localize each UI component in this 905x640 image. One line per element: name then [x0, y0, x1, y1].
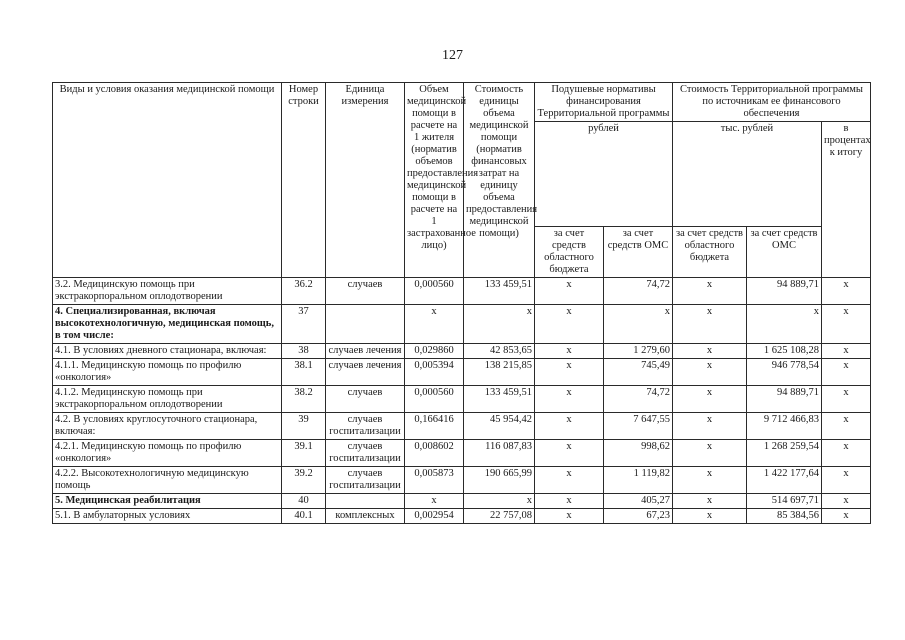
cell-name: 4.1. В условиях дневного стационара, включая:: [53, 344, 282, 359]
cell-t-oms: 514 697,71: [747, 494, 822, 509]
cell-t-oms: 1 268 259,54: [747, 440, 822, 467]
cell-pct: x: [822, 494, 871, 509]
table-row: [53, 386, 871, 413]
cell-pct: x: [822, 467, 871, 494]
cell-name: 4.2. В условиях круглосуточного стационара, включая:: [53, 413, 282, 440]
cell-pc-oms: 405,27: [604, 494, 673, 509]
cell-t-b: x: [673, 344, 747, 359]
cell-unit: случаев госпитализации: [326, 440, 405, 467]
header-volume: Объем медицинской помощи в расчете на 1 жителя (норматив объемов предоставления медицинской помощи в расчете на 1 застрахованное лицо): [405, 83, 464, 278]
cell-unit: случаев: [326, 386, 405, 413]
cell-t-b: x: [673, 494, 747, 509]
cell-pc-b: x: [535, 386, 604, 413]
cell-unit: случаев лечения: [326, 344, 405, 359]
cell-t-b: x: [673, 509, 747, 524]
header-total-oms: [747, 227, 822, 278]
header-rubles: рублей: [535, 122, 673, 227]
cell-name: 4.2.2. Высокотехнологичную медицинскую помощь: [53, 467, 282, 494]
cell-vol: 0,002954: [405, 509, 464, 524]
table-row: [53, 413, 871, 440]
header-total-oms-text: средств ОМС: [772, 228, 818, 251]
header-row-number: Номер строки: [282, 83, 326, 278]
cell-unit: случаев лечения: [326, 359, 405, 386]
header-pc-budget: за счет средств областного бюджета: [535, 227, 604, 278]
cell-t-oms: 1 422 177,64: [747, 467, 822, 494]
cell-pct: x: [822, 278, 871, 305]
cell-cost: x: [464, 305, 535, 344]
header-kinds: Виды и условия оказания медицинской помощи: [53, 83, 282, 278]
table-row: [53, 305, 871, 344]
header-per-capita: Подушевые нормативы финансирования Территориальной программы: [535, 83, 673, 122]
cell-cost: 116 087,83: [464, 440, 535, 467]
cell-pct: x: [822, 509, 871, 524]
cell-pc-oms: x: [604, 305, 673, 344]
cell-unit: комплексных: [326, 509, 405, 524]
cell-pc-b: x: [535, 305, 604, 344]
cell-name: 4.1.1. Медицинскую помощь по профилю «онкология»: [53, 359, 282, 386]
cell-vol: 0,008602: [405, 440, 464, 467]
cell-num: 39.2: [282, 467, 326, 494]
cell-num: 38: [282, 344, 326, 359]
cell-t-oms: 946 778,54: [747, 359, 822, 386]
cell-t-b: x: [673, 467, 747, 494]
cell-pct: x: [822, 413, 871, 440]
cell-pct: x: [822, 386, 871, 413]
cell-pct: x: [822, 344, 871, 359]
cell-name: 4. Специализированная, включая высокотехнологичную, медицинская помощь, в том числе:: [53, 305, 282, 344]
header-pc-oms: за счет средств ОМС: [604, 227, 673, 278]
cell-unit: случаев: [326, 278, 405, 305]
header-total-oms-prefix: за счет: [750, 228, 781, 239]
cell-name: 4.2.1. Медицинскую помощь по профилю «онкология»: [53, 440, 282, 467]
cell-pc-oms: 67,23: [604, 509, 673, 524]
header-row-1: [53, 83, 871, 122]
cell-num: 39.1: [282, 440, 326, 467]
header-program-cost: Стоимость Территориальной программы по источникам ее финансового обеспечения: [673, 83, 871, 122]
header-thousand-rubles: тыс. рублей: [673, 122, 822, 227]
cell-cost: 133 459,51: [464, 386, 535, 413]
cell-num: 40: [282, 494, 326, 509]
cell-cost: 45 954,42: [464, 413, 535, 440]
cell-pc-b: x: [535, 359, 604, 386]
cell-pc-b: x: [535, 413, 604, 440]
cell-num: 38.2: [282, 386, 326, 413]
cell-pc-oms: 74,72: [604, 386, 673, 413]
cell-vol: 0,000560: [405, 278, 464, 305]
cell-vol: 0,166416: [405, 413, 464, 440]
cell-cost: 22 757,08: [464, 509, 535, 524]
cell-vol: 0,005394: [405, 359, 464, 386]
table-row: [53, 467, 871, 494]
cell-t-oms: 94 889,71: [747, 278, 822, 305]
cell-t-b: x: [673, 278, 747, 305]
cell-name: 4.1.2. Медицинскую помощь при экстракорпоральном оплодотворении: [53, 386, 282, 413]
cell-num: 40.1: [282, 509, 326, 524]
cell-pc-b: x: [535, 467, 604, 494]
cell-pct: x: [822, 359, 871, 386]
cell-t-b: x: [673, 386, 747, 413]
cell-cost: 190 665,99: [464, 467, 535, 494]
cell-t-oms: 1 625 108,28: [747, 344, 822, 359]
cell-pc-oms: 74,72: [604, 278, 673, 305]
header-percent: в процентах к итогу: [822, 122, 871, 278]
cell-unit: случаев госпитализации: [326, 467, 405, 494]
cell-num: 36.2: [282, 278, 326, 305]
cell-vol: 0,005873: [405, 467, 464, 494]
header-unit: Единица измерения: [326, 83, 405, 278]
table-row: [53, 440, 871, 467]
cell-name: 5. Медицинская реабилитация: [53, 494, 282, 509]
header-unit-cost: Стоимость единицы объема медицинской помощи (норматив финансовых затрат на единицу объема предоставления медицинской помощи): [464, 83, 535, 278]
cell-vol: 0,029860: [405, 344, 464, 359]
table-row: [53, 359, 871, 386]
cell-pct: x: [822, 440, 871, 467]
cell-num: 38.1: [282, 359, 326, 386]
cell-cost: 138 215,85: [464, 359, 535, 386]
cell-pct: x: [822, 305, 871, 344]
cell-cost: 42 853,65: [464, 344, 535, 359]
page-number: 127: [442, 48, 463, 63]
cell-t-b: x: [673, 359, 747, 386]
cell-num: 39: [282, 413, 326, 440]
cell-name: 3.2. Медицинскую помощь при экстракорпоральном оплодотворении: [53, 278, 282, 305]
cell-t-oms: x: [747, 305, 822, 344]
table-row: [53, 494, 871, 509]
cell-t-oms: 85 384,56: [747, 509, 822, 524]
table-row: [53, 509, 871, 524]
cell-t-b: x: [673, 305, 747, 344]
cell-vol: x: [405, 494, 464, 509]
cell-vol: 0,000560: [405, 386, 464, 413]
cell-name: 5.1. В амбулаторных условиях: [53, 509, 282, 524]
cell-pc-b: x: [535, 440, 604, 467]
table-row: [53, 278, 871, 305]
table-row: [53, 344, 871, 359]
cell-unit: случаев госпитализации: [326, 413, 405, 440]
cell-cost: 133 459,51: [464, 278, 535, 305]
cell-t-oms: 94 889,71: [747, 386, 822, 413]
cell-t-oms: 9 712 466,83: [747, 413, 822, 440]
cell-pc-oms: 998,62: [604, 440, 673, 467]
data-table: [52, 82, 871, 524]
cell-pc-b: x: [535, 344, 604, 359]
cell-vol: x: [405, 305, 464, 344]
cell-pc-b: x: [535, 494, 604, 509]
cell-t-b: x: [673, 413, 747, 440]
cell-pc-oms: 745,49: [604, 359, 673, 386]
cell-unit: [326, 305, 405, 344]
cell-unit: [326, 494, 405, 509]
cell-pc-b: x: [535, 509, 604, 524]
cell-num: 37: [282, 305, 326, 344]
cell-pc-oms: 1 279,60: [604, 344, 673, 359]
cell-pc-oms: 7 647,55: [604, 413, 673, 440]
header-total-budget: за счет средств областного бюджета: [673, 227, 747, 278]
cell-pc-b: x: [535, 278, 604, 305]
cell-pc-oms: 1 119,82: [604, 467, 673, 494]
cell-cost: x: [464, 494, 535, 509]
cell-t-b: x: [673, 440, 747, 467]
